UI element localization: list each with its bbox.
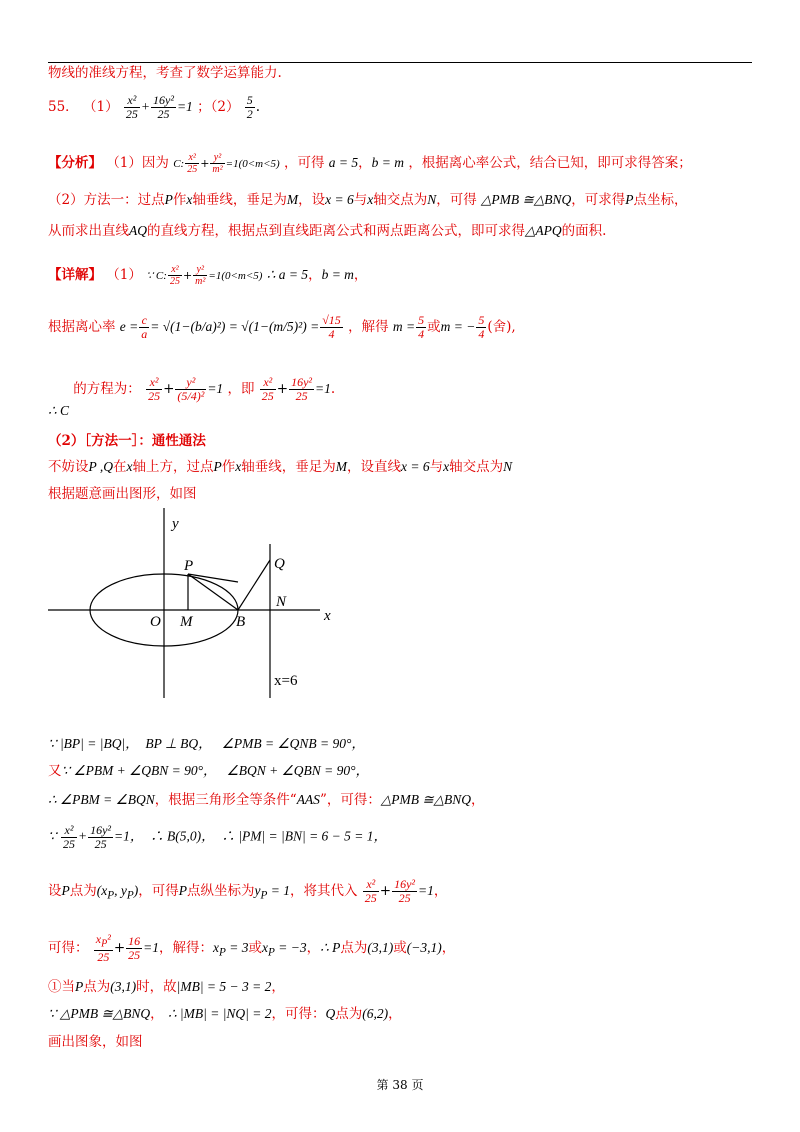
segment-PA [188,574,238,582]
segment-PB [188,574,238,610]
header-rule [48,62,752,63]
analysis-line-3: 从而求出直线AQ的直线方程，根据点到直线距离公式和两点距离公式，即可求得△APQ的面积. [48,223,607,239]
analysis-line-2: （2）方法一：过点P作x轴垂线，垂足为M，设x = 6与x轴交点为N，可得 △PMB ≅△BNQ，可求得P点坐标， [48,192,688,208]
proof-line-2: 又∵ ∠PBM + ∠QBN = 90°， ∠BQN + ∠QBN = 90°， [48,763,369,778]
label-x6: x=6 [274,673,298,689]
proof-line-3: ∴ ∠PBM = ∠BQN，根据三角形全等条件“AAS”，可得：△PMB ≅△BNQ， [48,792,485,808]
detail-line-3: ∴ C 的方程为： $\frac{\text{x²}}{25}$ + $\frac{\text{y²}}{\text{(5/4)²}}$ =1 ，即 $\frac{\text{x²}}{25}$ + $\frac{\text{16y²}}{25}$ =1. [48,375,336,418]
detail-line-2: 根据离心率 e = $\frac{c}{a}$ = √(1−(b/a)²) = √(1−(m/5)²) = $\frac{√15}{4}$ ，解得 m = $\frac{5}{4}$ 或m = − $\frac{5}{4}$ (舍), [48,313,516,341]
analysis-tag: 【分析】 [48,155,102,171]
label-P: P [184,558,194,574]
answer-55: 55． （1） $\frac{\text{x²}}{25}$ + $\frac{\text{16y²}}{25}$ =1 ；（2） $\frac{5}{2}$ . [48,93,261,121]
detail-line-1: 【详解】 （1） ∵ C: $\frac{\text{x²}}{25}$ + $\frac{\text{y²}}{\text{m²}}$ =1(0<m<5) ∴ a = 5，b = m， [48,264,368,287]
question-number: 55． [48,99,79,115]
label-Q: Q [274,556,285,572]
proof-line-6: 可得： $\frac{x_P^2}{25}$ + $\frac{16}{25}$ =1，解得：$x_P = 3$或$x_P = -3$，∴ P点为(3,1)或(−3,1)， [48,932,456,965]
label-O: O [150,614,161,630]
intro-text: 物线的准线方程，考查了数学运算能力. [48,65,282,81]
method-heading: （2）［方法一］：通性通法 [48,433,206,449]
proof-line-9: 画出图象，如图 [48,1034,143,1050]
proof-line-5: 设P点为($x_P$, $y_P$)，可得P点纵坐标为$y_P = 1$，将其代入 $\frac{\text{x²}}{25}$ + $\frac{\text{16y²}}{25}$ =1， [48,877,448,905]
ellipse-figure [48,508,348,704]
analysis-line-1: 【分析】 （1）因为 C: $\frac{\text{x²}}{25}$ + $\frac{\text{y²}}{\text{m²}}$ =1(0<m<5) ，可得 a = 5，b = m ，根据离心率公式，结合已知，即可求得答案； [48,152,692,175]
label-B: B [236,614,246,630]
label-x: x [324,608,331,624]
method-line-2: 根据题意画出图形，如图 [48,486,197,502]
label-N: N [276,594,287,610]
method-line-1: 不妨设P ,Q在x轴上方，过点P作x轴垂线，垂足为M，设直线x = 6与x轴交点为N [48,459,513,475]
detail-tag: 【详解】 [48,267,102,283]
proof-line-1: ∵ |BP| = |BQ|， BP ⊥ BQ， ∠PMB = ∠QNB = 90°， [48,736,365,751]
label-M: M [180,614,193,630]
segment-BQ [238,560,270,610]
label-y: y [172,516,179,532]
page-footer: 第 38 页 [376,1078,424,1092]
text-line-0 [48,64,282,82]
proof-line-7: ①当P点为(3,1)时，故|MB| = 5 − 3 = 2， [48,979,285,995]
proof-line-4: ∵ $\frac{\text{x²}}{25}$ + $\frac{\text{16y²}}{25}$ =1， ∴ B(5,0)， ∴ |PM| = |BN| = 6 − 5 = 1， [48,823,388,851]
proof-line-8: ∵ △PMB ≅△BNQ， ∴ |MB| = |NQ| = 2，可得：Q点为(6,2)， [48,1006,402,1022]
